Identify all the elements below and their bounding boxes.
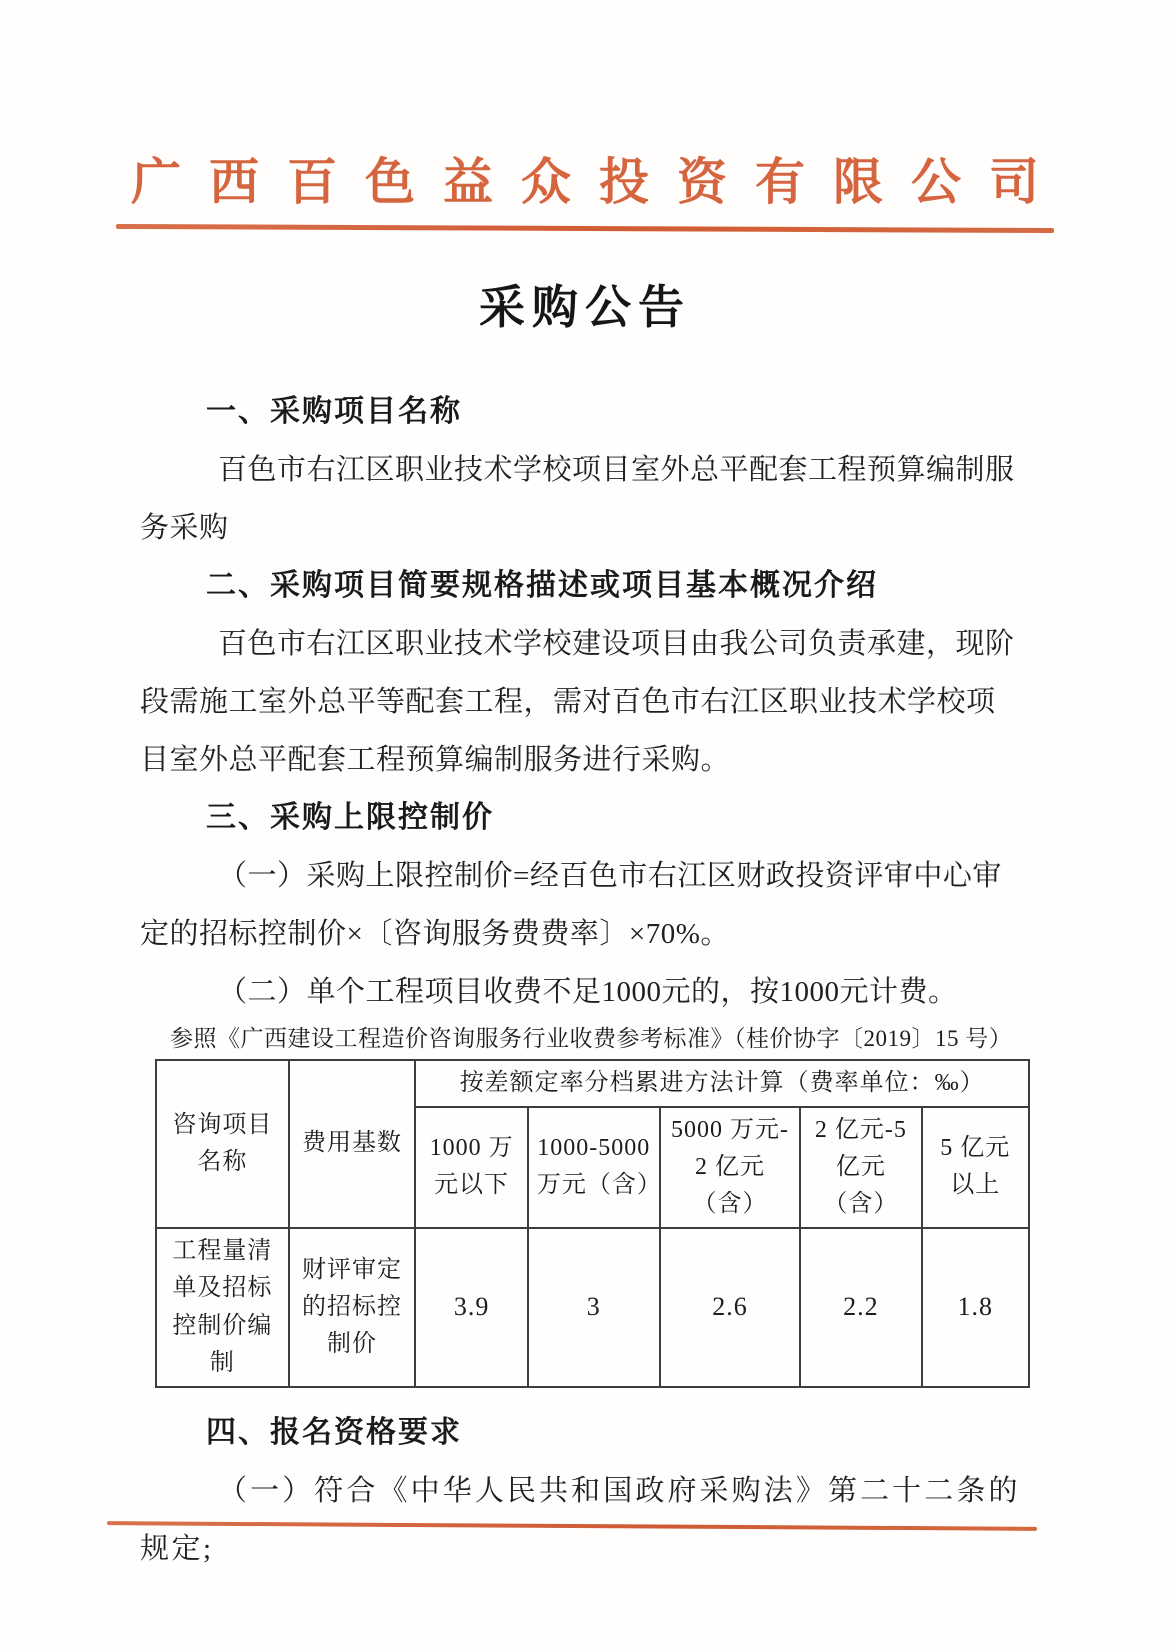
- tier-header-10m-50m: 1000-5000 万元（含）: [528, 1107, 660, 1229]
- project-name-column-header: 咨询项目名称: [156, 1060, 289, 1229]
- rate-cell-tier-5: 1.8: [922, 1228, 1029, 1387]
- fee-base-cell: 财评审定的招标控制价: [289, 1228, 416, 1387]
- section-3-item-1: （一）采购上限控制价=经百色市右江区财政投资评审中心审定的招标控制价×〔咨询服务费费率〕×70%。: [140, 859, 1002, 950]
- rate-cell-tier-4: 2.2: [800, 1228, 921, 1387]
- method-group-header: 按差额定率分档累进方法计算（费率单位：‰）: [415, 1060, 1029, 1107]
- rate-cell-tier-3: 2.6: [660, 1228, 801, 1387]
- letterhead-rule: [116, 223, 1054, 232]
- tier-header-under-10m: 1000 万元以下: [415, 1107, 528, 1229]
- section-1-heading: 一、采购项目名称: [206, 394, 462, 428]
- section-2-paragraph: 百色市右江区职业技术学校建设项目由我公司负责承建，现阶段需施工室外总平等配套工程，需对百色市右江区职业技术学校项目室外总平配套工程预算编制服务进行采购。: [140, 627, 1015, 776]
- table-header-row-1: [156, 1060, 1029, 1107]
- tier-header-over-500m: 5 亿元以上: [922, 1107, 1029, 1229]
- section-3-item-2: （二）单个工程项目收费不足1000元的，按1000元计费。: [218, 975, 958, 1008]
- rate-cell-tier-2: 3: [528, 1228, 660, 1387]
- project-name-cell: 工程量清单及招标控制价编制: [156, 1228, 289, 1387]
- fee-base-column-header: 费用基数: [289, 1060, 416, 1229]
- fee-rate-table: [155, 1059, 1030, 1389]
- tier-header-50m-200m: 5000 万元-2 亿元（含）: [660, 1107, 801, 1229]
- fee-table-caption: 参照《广西建设工程造价咨询服务行业收费参考标准》（桂价协字〔2019〕15 号）: [170, 1025, 1013, 1051]
- section-2-heading: 二、采购项目简要规格描述或项目基本概况介绍: [206, 568, 878, 602]
- tier-header-200m-500m: 2 亿元-5 亿元（含）: [800, 1107, 921, 1229]
- company-name: 广西百色益众投资有限公司: [131, 154, 1067, 210]
- section-4-heading: 四、报名资格要求: [206, 1416, 462, 1449]
- letterhead: [0, 156, 1170, 231]
- section-1-paragraph: 百色市右江区职业技术学校项目室外总平配套工程预算编制服务采购: [140, 453, 1015, 544]
- document-body: [140, 383, 1020, 1579]
- section-3-heading: 三、采购上限控制价: [206, 800, 494, 834]
- fee-table-wrap: [155, 1059, 1020, 1389]
- table-data-row: [156, 1228, 1029, 1387]
- section-4-item-1: （一）符合《中华人民共和国政府采购法》第二十二条的规定;: [140, 1475, 1020, 1565]
- rate-cell-tier-1: 3.9: [415, 1228, 528, 1387]
- document-title: 采购公告: [479, 281, 691, 333]
